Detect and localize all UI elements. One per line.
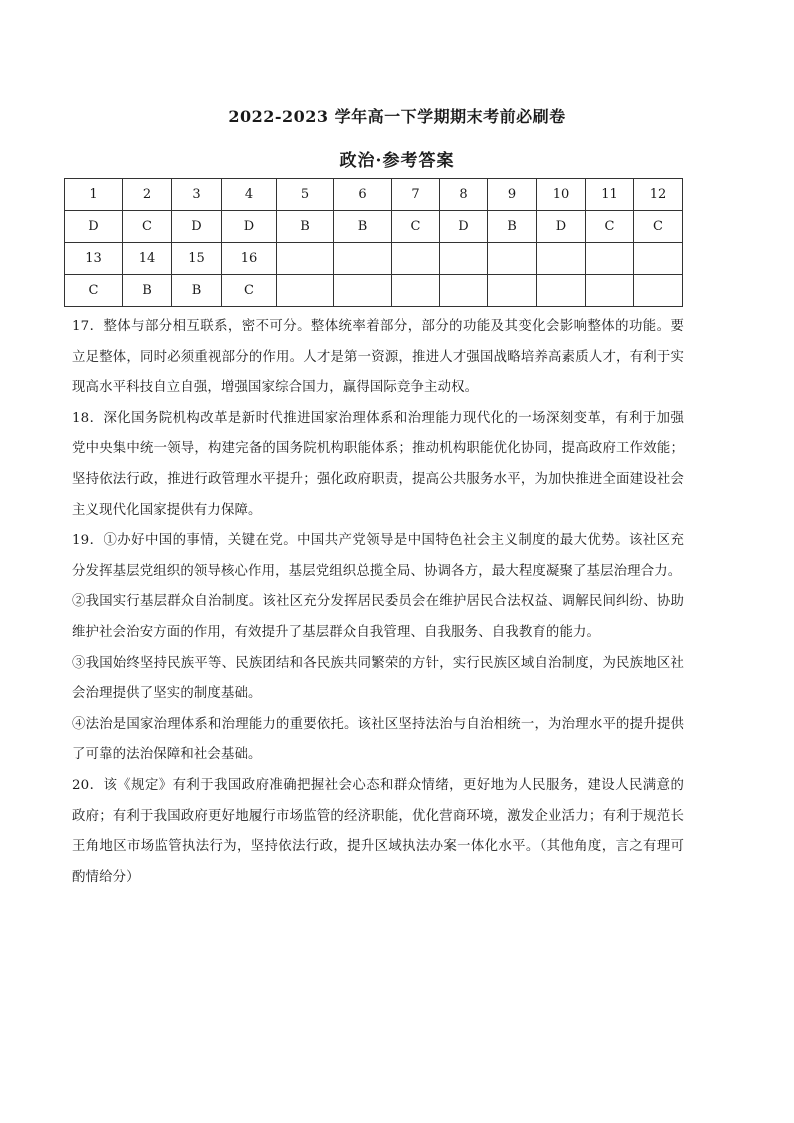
table-cell: [334, 243, 392, 275]
table-cell: C: [634, 211, 683, 243]
table-cell: [586, 243, 634, 275]
table-cell: 6: [334, 179, 392, 211]
table-cell: B: [488, 211, 537, 243]
table-cell: 5: [277, 179, 334, 211]
table-cell: 12: [634, 179, 683, 211]
table-cell: B: [334, 211, 392, 243]
table-cell: [277, 243, 334, 275]
table-row: [65, 275, 683, 307]
table-cell: B: [123, 275, 172, 307]
table-cell: D: [222, 211, 277, 243]
table-cell: [634, 243, 683, 275]
table-cell: [488, 275, 537, 307]
table-row: [65, 179, 683, 211]
table-row: [65, 211, 683, 243]
table-row: [65, 243, 683, 275]
answer-19-point-1: 19．①办好中国的事情，关键在党。中国共产党领导是中国特色社会主义制度的最大优势。该社区充分发挥基层党组织的领导核心作用，基层党组织总揽全局、协调各方，最大程度凝聚了基层治理合力。: [72, 533, 684, 579]
table-cell: 11: [586, 179, 634, 211]
table-cell: D: [537, 211, 586, 243]
table-cell: C: [586, 211, 634, 243]
page-title: 2022-2023 学年高一下学期期末考前必刷卷: [228, 107, 566, 126]
table-cell: 9: [488, 179, 537, 211]
table-cell: [440, 243, 488, 275]
table-cell: 10: [537, 179, 586, 211]
answer-table: [64, 178, 683, 307]
answer-19-point-3: ③我国始终坚持民族平等、民族团结和各民族共同繁荣的方针，实行民族区域自治制度，为民族地区社会治理提供了坚实的制度基础。: [72, 655, 684, 702]
table-cell: [488, 243, 537, 275]
table-cell: 2: [123, 179, 172, 211]
table-cell: C: [222, 275, 277, 307]
table-cell: 3: [172, 179, 222, 211]
table-cell: C: [123, 211, 172, 243]
table-cell: [634, 275, 683, 307]
table-cell: [392, 243, 440, 275]
table-cell: 1: [65, 179, 123, 211]
table-cell: [586, 275, 634, 307]
table-cell: B: [277, 211, 334, 243]
table-cell: D: [65, 211, 123, 243]
table-cell: 7: [392, 179, 440, 211]
table-cell: C: [65, 275, 123, 307]
answer-19-point-4: ④法治是国家治理体系和治理能力的重要依托。该社区坚持法治与自治相统一，为治理水平的提升提供了可靠的法治保障和社会基础。: [72, 716, 684, 763]
table-cell: D: [440, 211, 488, 243]
table-cell: 16: [222, 243, 277, 275]
table-cell: 14: [123, 243, 172, 275]
table-cell: [277, 275, 334, 307]
answer-table-body: [65, 179, 683, 307]
page-subtitle: 政治·参考答案: [339, 151, 455, 171]
answer-text: [72, 312, 684, 893]
table-cell: 4: [222, 179, 277, 211]
table-cell: [537, 275, 586, 307]
table-cell: C: [392, 211, 440, 243]
answer-20: 20．该《规定》有利于我国政府准确把握社会心态和群众情绪，更好地为人民服务，建设人民满意的政府；有利于我国政府更好地履行市场监管的经济职能，优化营商环境，激发企业活力；有利于规范长王角地区市场监管执法行为，坚持依法行政，提升区域执法办案一体化水平。（其他角度，言之有理可酌情给分）: [72, 777, 684, 885]
answer-19-point-2: ②我国实行基层群众自治制度。该社区充分发挥居民委员会在维护居民合法权益、调解民间纠纷、协助维护社会治安方面的作用，有效提升了基层群众自我管理、自我服务、自我教育的能力。: [72, 594, 684, 640]
table-cell: [392, 275, 440, 307]
table-cell: 8: [440, 179, 488, 211]
table-cell: 15: [172, 243, 222, 275]
table-cell: [440, 275, 488, 307]
table-cell: 13: [65, 243, 123, 275]
table-cell: [334, 275, 392, 307]
answer-18: 18．深化国务院机构改革是新时代推进国家治理体系和治理能力现代化的一场深刻变革，有利于加强党中央集中统一领导，构建完备的国务院机构职能体系；推动机构职能优化协同，提高政府工作效能；坚持依法行政，推进行政管理水平提升；强化政府职责，提高公共服务水平，为加快推进全面建设社会主义现代化国家提供有力保障。: [72, 410, 684, 518]
answer-17: 17．整体与部分相互联系，密不可分。整体统率着部分，部分的功能及其变化会影响整体的功能。要立足整体，同时必须重视部分的作用。人才是第一资源，推进人才强国战略培养高素质人才，有利于实现高水平科技自立自强，增强国家综合国力，赢得国际竞争主动权。: [72, 319, 684, 396]
table-cell: [537, 243, 586, 275]
table-cell: D: [172, 211, 222, 243]
table-cell: B: [172, 275, 222, 307]
